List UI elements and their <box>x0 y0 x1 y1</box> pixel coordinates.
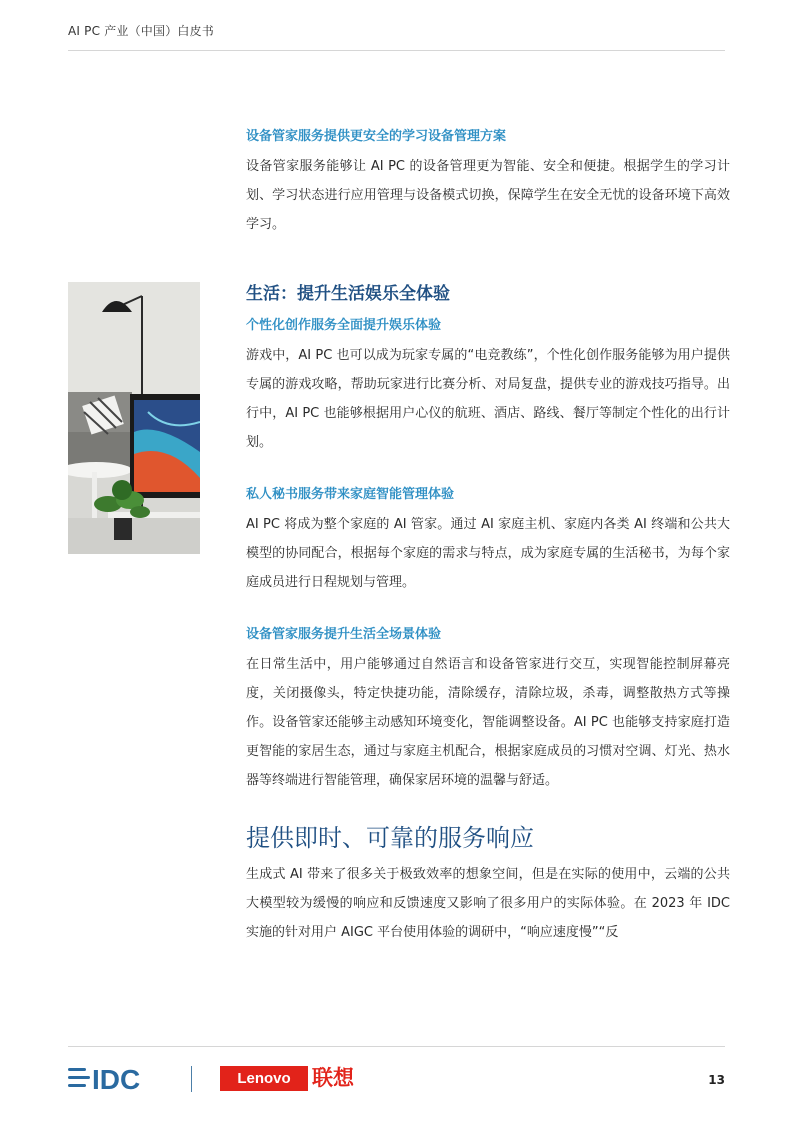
life-section-heading: 生活：提升生活娱乐全体验 <box>246 284 450 304</box>
logo-divider <box>191 1066 192 1092</box>
section-body: AI PC 将成为整个家庭的 AI 管家。通过 AI 家庭主机、家庭内各类 AI 终端和公共大模型的协同配合，根据每个家庭的需求与特点，成为家庭专属的生活秘书，为每个家庭成员进行日程规划与管理。 <box>246 517 730 590</box>
lenovo-logo: Lenovo <box>220 1066 308 1091</box>
section-heading: 个性化创作服务全面提升娱乐体验 <box>246 318 442 333</box>
section-body: 设备管家服务能够让 AI PC 的设备管理更为智能、安全和便捷。根据学生的学习计划、学习状态进行应用管理与设备模式切换，保障学生在安全无忧的设备环境下高效学习。 <box>246 159 730 232</box>
section-response <box>246 860 730 947</box>
header-title: AI PC 产业（中国）白皮书 <box>68 24 214 38</box>
svg-text:IDC: IDC <box>92 1064 141 1094</box>
section-heading: 设备管家服务提升生活全场景体验 <box>246 627 442 642</box>
lenovo-cn-logo: 联想 <box>312 1066 354 1090</box>
page-number: 13 <box>708 1073 725 1087</box>
section-body: 在日常生活中，用户能够通过自然语言和设备管家进行交互，实现智能控制屏幕亮度，关闭摄像头，特定快捷功能，清除缓存，清除垃圾，杀毒，调整散热方式等操作。设备管家还能够主动感知环境变化，智能调整设备。AI PC 也能够支持家庭打造更智能的家居生态，通过与家庭主机配合，根据家庭成员的习惯对空调、灯光、热水器等终端进行智能管理，确保家居环境的温馨与舒适。 <box>246 657 730 788</box>
idc-logo-mark <box>68 1062 168 1094</box>
section-body: 游戏中，AI PC 也可以成为玩家专属的“电竞教练”，个性化创作服务能够为用户提供专属的游戏攻略，帮助玩家进行比赛分析、对局复盘，提供专业的游戏技巧指导。出行中，AI PC 也能够根据用户心仪的航班、酒店、路线、餐厅等制定个性化的出行计划。 <box>246 348 730 450</box>
section-device-mgmt-life <box>246 626 730 795</box>
section-secretary <box>246 486 730 597</box>
section-personalized <box>246 317 730 457</box>
idc-logo <box>68 1062 168 1094</box>
header-divider <box>68 50 725 51</box>
section-body: 生成式 AI 带来了很多关于极致效率的想象空间，但是在实际的使用中，云端的公共大模型较为缓慢的响应和反馈速度又影响了很多用户的实际体验。在 2023 年 IDC 实施的针对用户 AIGC 平台使用体验的调研中，“响应速度慢”“反 <box>246 867 730 940</box>
living-room-photo <box>68 282 200 554</box>
section-device-mgmt-study <box>246 128 730 239</box>
section-heading: 私人秘书服务带来家庭智能管理体验 <box>246 487 455 502</box>
response-section-heading: 提供即时、可靠的服务响应 <box>246 824 534 852</box>
footer-divider <box>68 1046 725 1047</box>
section-heading: 设备管家服务提供更安全的学习设备管理方案 <box>246 129 507 144</box>
living-room-illustration <box>68 282 200 554</box>
